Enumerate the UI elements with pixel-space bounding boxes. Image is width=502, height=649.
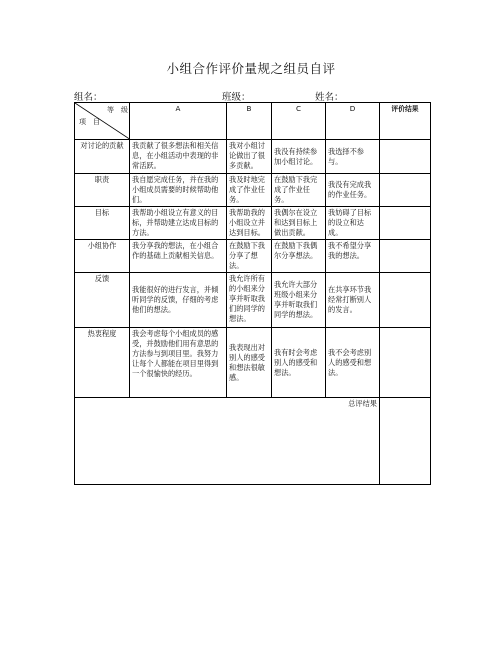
header-level-c: C [272, 103, 326, 140]
row-label: 目标 [75, 207, 130, 240]
row-label: 职责 [75, 174, 130, 207]
total-result-label: 总评结果 [75, 398, 380, 485]
result-cell[interactable] [380, 140, 431, 174]
criterion-c: 在鼓励下我完成了作业任务。 [272, 174, 326, 207]
student-name-label: 姓名： [315, 92, 344, 103]
criterion-c: 我允许大部分班级小组来分享并听取我们同学的想法。 [272, 273, 326, 328]
evaluation-rubric-table [74, 102, 431, 485]
header-level-d: D [326, 103, 380, 140]
criterion-d: 我妨碍了目标的设立和达成。 [326, 207, 380, 240]
row-feedback [75, 273, 431, 328]
criterion-b: 我表现出对别人的感受和想法很敏感。 [227, 328, 272, 398]
row-label: 反馈 [75, 273, 130, 328]
header-result: 评价结果 [380, 103, 431, 140]
criterion-c: 我没有持续参加小组讨论。 [272, 140, 326, 174]
header-level-b: B [227, 103, 272, 140]
criterion-b: 我及时地完成了作业任务。 [227, 174, 272, 207]
result-cell[interactable] [380, 328, 431, 398]
criterion-c: 我有时会考虑别人的感受和想法。 [272, 328, 326, 398]
total-row [75, 398, 431, 485]
criterion-b: 我对小组讨论做出了很多贡献。 [227, 140, 272, 174]
criterion-d: 在共享环节我经常打断别人的发言。 [326, 273, 380, 328]
row-responsibility [75, 174, 431, 207]
header-level-a: A [130, 103, 227, 140]
row-goals [75, 207, 431, 240]
group-name-label: 组名： [74, 92, 103, 103]
criterion-a: 我能很好的进行发言，并倾听同学的反馈，仔细的考虑他们的想法。 [130, 273, 227, 328]
diagonal-header-cell [75, 103, 130, 140]
corner-item-label: 项 目 [79, 118, 100, 126]
header-row [75, 103, 431, 140]
result-cell[interactable] [380, 273, 431, 328]
row-discussion-contribution [75, 140, 431, 174]
criterion-b: 我帮助我的小组设立并达到目标。 [227, 207, 272, 240]
criterion-d: 我不会考虑别人的感受和想法。 [326, 328, 380, 398]
criterion-d: 我没有完成我的作业任务。 [326, 174, 380, 207]
class-label: 班级： [222, 92, 251, 103]
criterion-c: 在鼓励下我偶尔分享想法。 [272, 240, 326, 273]
result-cell[interactable] [380, 207, 431, 240]
corner-grade-label: 等 级 [107, 106, 128, 114]
row-label: 热衷程度 [75, 328, 130, 398]
row-group-collaboration [75, 240, 431, 273]
criterion-d: 我不希望分享我的想法。 [326, 240, 380, 273]
row-enthusiasm [75, 328, 431, 398]
row-label: 小组协作 [75, 240, 130, 273]
page-title: 小组合作评价量规之组员自评 [166, 61, 336, 76]
criterion-a: 我自愿完成任务，并在我的小组成员需要的时候帮助他们。 [130, 174, 227, 207]
criterion-a: 我会考虑每个小组成员的感受，并鼓励他们用有意思的方法参与到项目里。我努力让每个人都能在项目里得到一个很愉快的经历。 [130, 328, 227, 398]
criterion-a: 我帮助小组设立有意义的目标，并帮助建立达成目标的方法。 [130, 207, 227, 240]
criterion-d: 我选择不参与。 [326, 140, 380, 174]
row-label: 对讨论的贡献 [75, 140, 130, 174]
criterion-b: 在鼓励下我分享了想法。 [227, 240, 272, 273]
criterion-a: 我贡献了很多想法和相关信息，在小组活动中表现的非常活跃。 [130, 140, 227, 174]
result-cell[interactable] [380, 240, 431, 273]
result-cell[interactable] [380, 174, 431, 207]
criterion-a: 我分享我的想法，在小组合作的基础上贡献相关信息。 [130, 240, 227, 273]
criterion-b: 我允许所有的小组来分享并听取我们的同学的想法。 [227, 273, 272, 328]
criterion-c: 我偶尔在设立和达到目标上做出贡献。 [272, 207, 326, 240]
total-result-cell[interactable] [380, 398, 431, 485]
